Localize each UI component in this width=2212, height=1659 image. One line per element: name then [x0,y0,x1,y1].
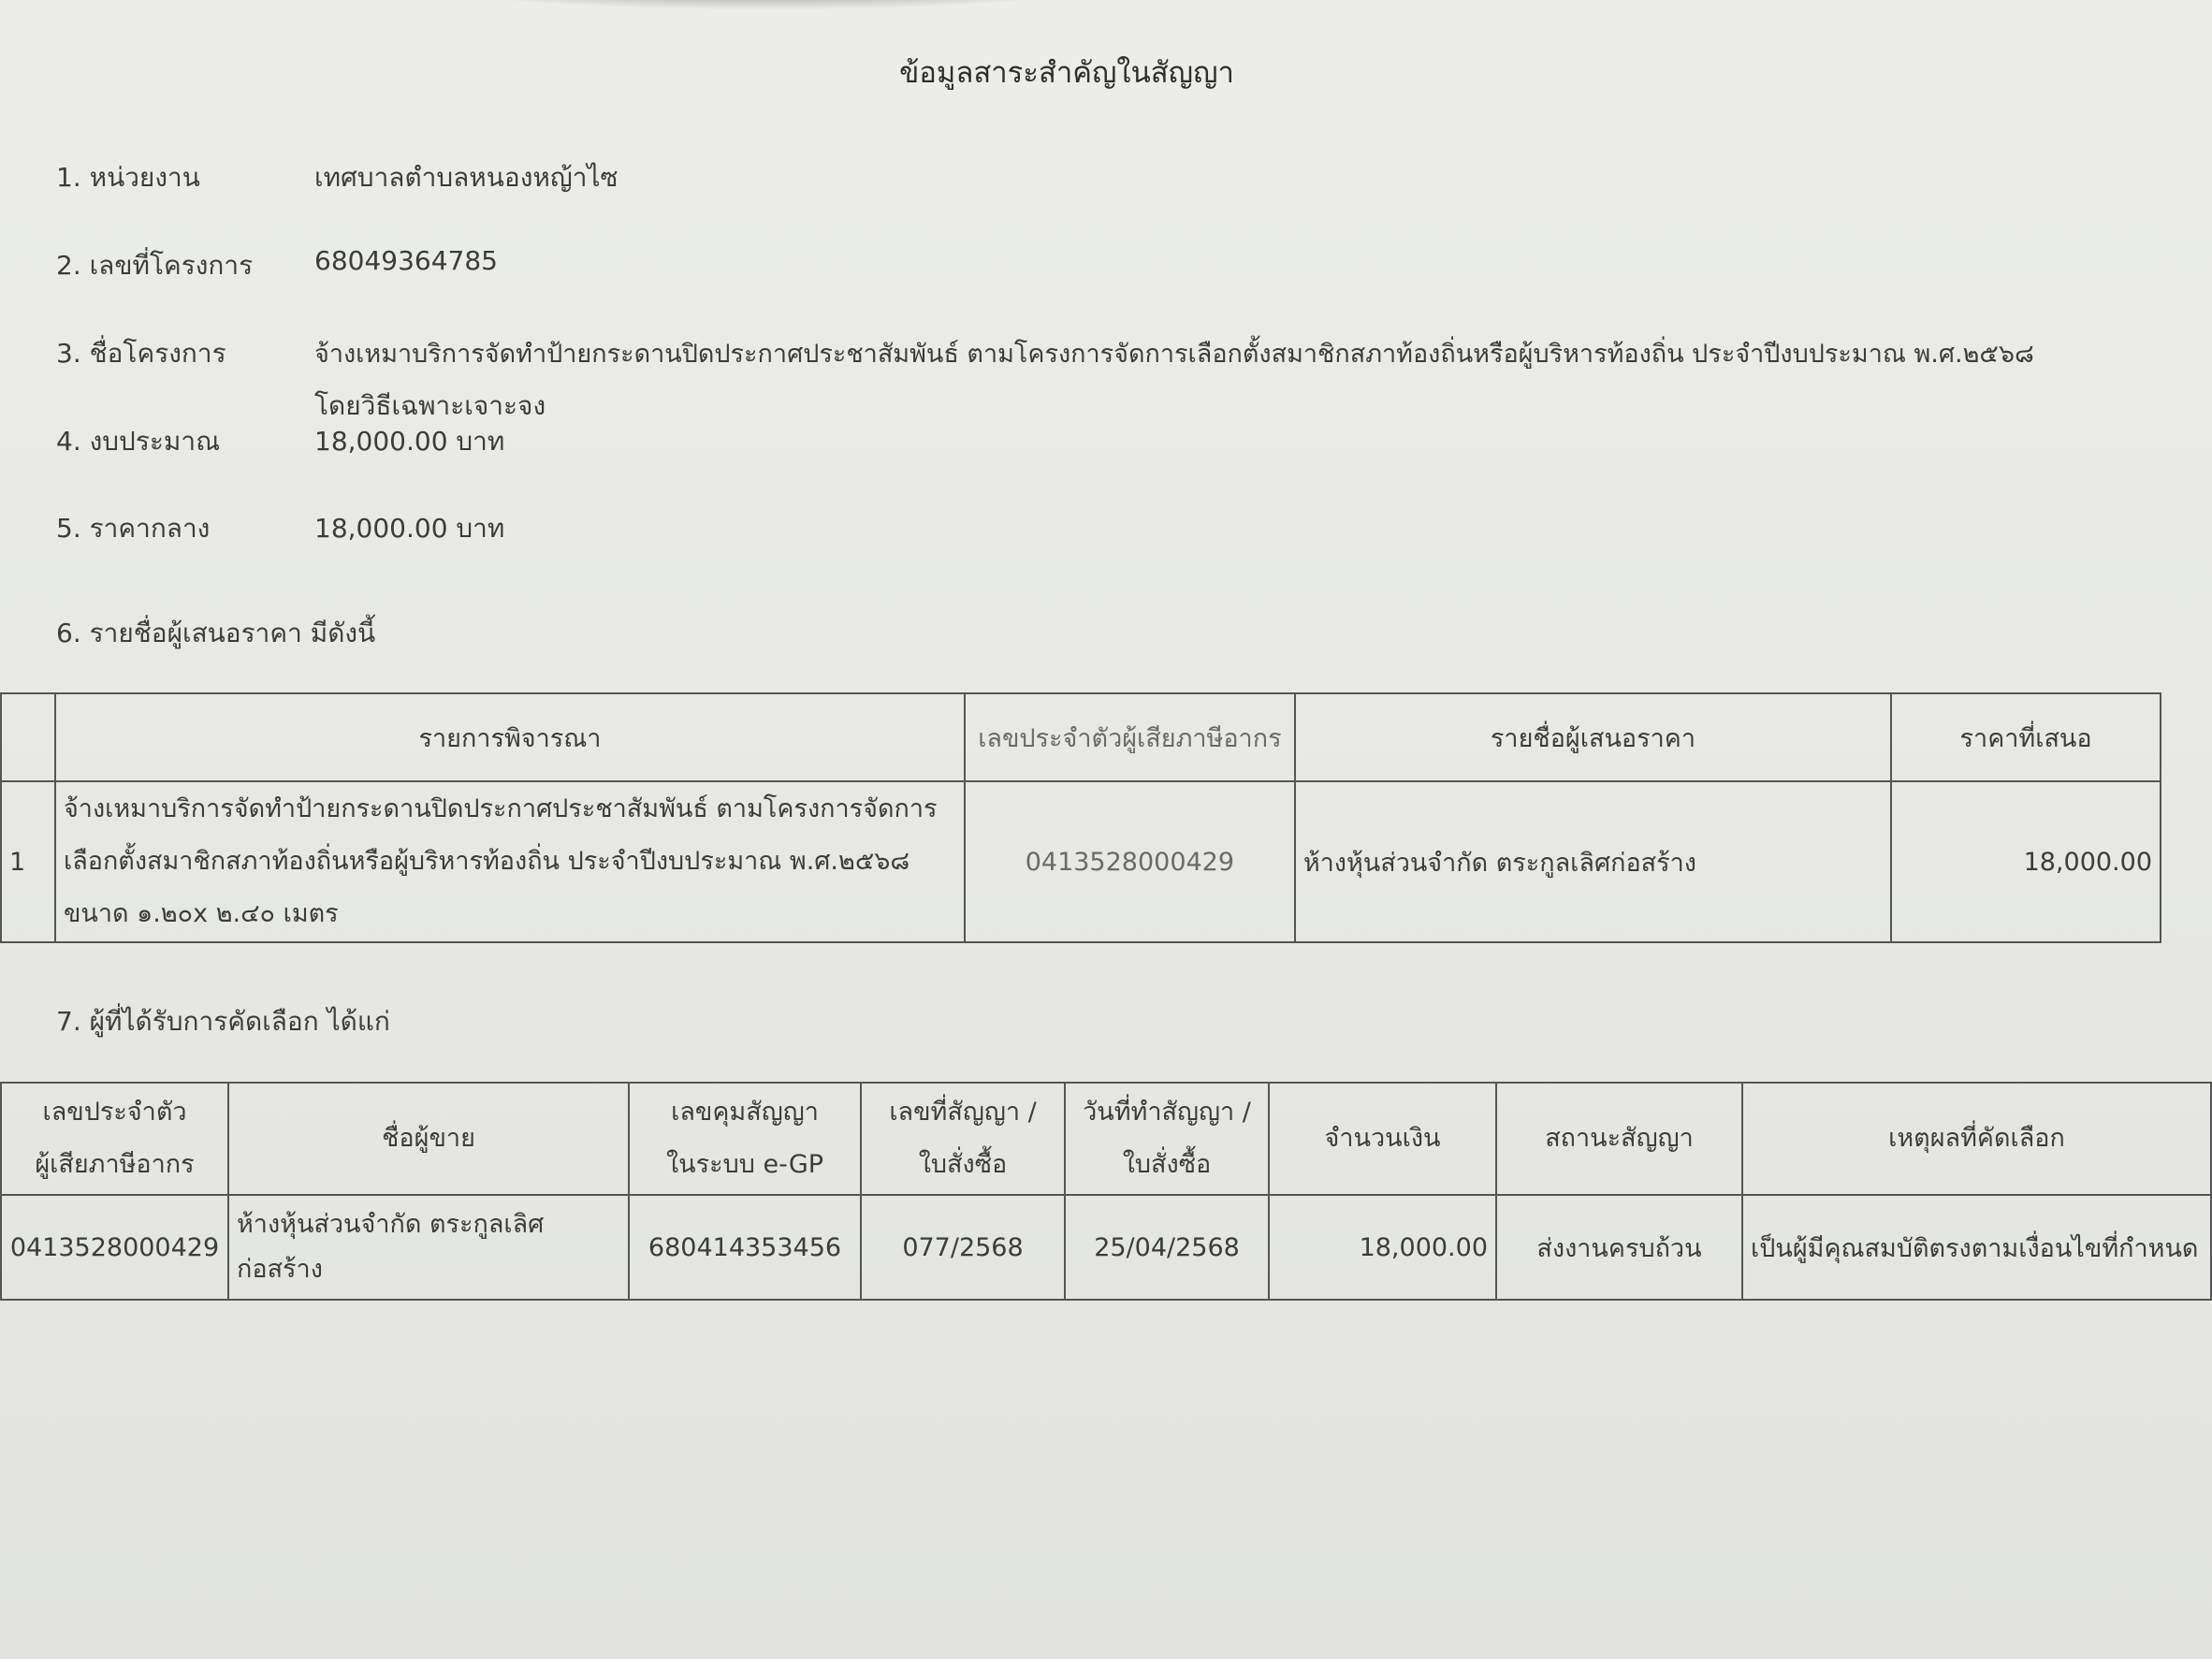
header-line-1: สถานะสัญญา [1545,1124,1694,1153]
row-tax-id: 0413528000429 [1,1195,228,1300]
row-status: ส่งงานครบถ้วน [1496,1195,1742,1300]
header-line-2: ใบสั่งซื้อ [918,1150,1008,1179]
header-line-2: ใบสั่งซื้อ [1122,1150,1212,1179]
col-header-tax-id [1,1083,228,1195]
header-line-2: ผู้เสียภาษีอากร [35,1150,195,1179]
header-line-1: วันที่ทำสัญญา / [1083,1098,1251,1127]
bidders-table [0,692,2161,943]
header-line-1: เลขคุมสัญญา [671,1098,819,1127]
header-line-2: ในระบบ e-GP [665,1150,824,1179]
table-header-row [1,1083,2211,1195]
col-header-date [1065,1083,1269,1195]
header-line-1: เหตุผลที่คัดเลือก [1888,1124,2065,1153]
description-line-3: ขนาด ๑.๒๐x ๒.๔๐ เมตร [63,899,339,928]
selected-vendor-table [0,1082,2212,1301]
col-header-price: ราคาที่เสนอ [1891,693,2161,781]
table-row [1,1195,2211,1300]
header-line-1: เลขที่สัญญา / [889,1098,1037,1127]
header-line-1: ชื่อผู้ขาย [382,1124,475,1153]
row-bidder: ห้างหุ้นส่วนจำกัด ตระกูลเลิศก่อสร้าง [1295,781,1891,942]
row-tax-id: 0413528000429 [965,781,1295,942]
item-value: 18,000.00 บาท [314,426,505,457]
section-7-heading: 7. ผู้ที่ได้รับการคัดเลือก ได้แก่ [56,1006,390,1037]
seller-line-2: ก่อสร้าง [237,1255,323,1284]
col-header-status [1496,1083,1742,1195]
description-line-1: จ้างเหมาบริการจัดทำป้ายกระดานปิดประกาศประชาสัมพันธ์ ตามโครงการจัดการ [63,794,938,823]
row-amount: 18,000.00 [1269,1195,1496,1300]
item-value-method: โดยวิธีเฉพาะเจาะจง [314,390,546,421]
col-header-egp [629,1083,861,1195]
col-header-contract-no [861,1083,1065,1195]
item-label: 3. ชื่อโครงการ [56,338,226,369]
item-label: 2. เลขที่โครงการ [56,250,254,281]
col-header-bidder: รายชื่อผู้เสนอราคา [1295,693,1891,781]
row-seller [228,1195,629,1300]
col-header-index [1,693,55,781]
table-header-row [1,693,2161,781]
row-price: 18,000.00 [1891,781,2161,942]
item-label: 5. ราคากลาง [56,513,211,544]
item-value: เทศบาลตำบลหนองหญ้าไซ [314,162,618,193]
col-header-amount [1269,1083,1496,1195]
header-line-1: เลขประจำตัว [42,1098,187,1127]
item-label: 4. งบประมาณ [56,426,221,457]
seller-line-1: ห้างหุ้นส่วนจำกัด ตระกูลเลิศ [237,1210,545,1239]
row-index: 1 [1,781,55,942]
row-contract-no: 077/2568 [861,1195,1065,1300]
item-label: 1. หน่วยงาน [56,162,200,193]
col-header-tax-id: เลขประจำตัวผู้เสียภาษีอากร [965,693,1295,781]
col-header-reason [1742,1083,2211,1195]
header-line-1: จำนวนเงิน [1324,1124,1441,1153]
item-value: 18,000.00 บาท [314,513,505,544]
section-6-heading: 6. รายชื่อผู้เสนอราคา มีดังนี้ [56,618,376,648]
description-line-2: เลือกตั้งสมาชิกสภาท้องถิ่นหรือผู้บริหารท้องถิ่น ประจำปีงบประมาณ พ.ศ.๒๕๖๘ [63,847,910,876]
row-description [55,781,965,942]
table-row [1,781,2161,942]
item-value: 68049364785 [314,245,498,276]
col-header-seller [228,1083,629,1195]
row-reason: เป็นผู้มีคุณสมบัติตรงตามเงื่อนไขที่กำหนด [1742,1195,2211,1300]
row-date: 25/04/2568 [1065,1195,1269,1300]
item-value: จ้างเหมาบริการจัดทำป้ายกระดานปิดประกาศประชาสัมพันธ์ ตามโครงการจัดการเลือกตั้งสมาชิกสภาท้องถิ่นหรือผู้บริหารท้องถิ่น ประจำปีงบประมาณ พ.ศ.๒๕๖๘ [314,340,2034,369]
col-header-item: รายการพิจารณา [55,693,965,781]
row-egp: 680414353456 [629,1195,861,1300]
document-title: ข้อมูลสาระสำคัญในสัญญา [899,56,1234,90]
